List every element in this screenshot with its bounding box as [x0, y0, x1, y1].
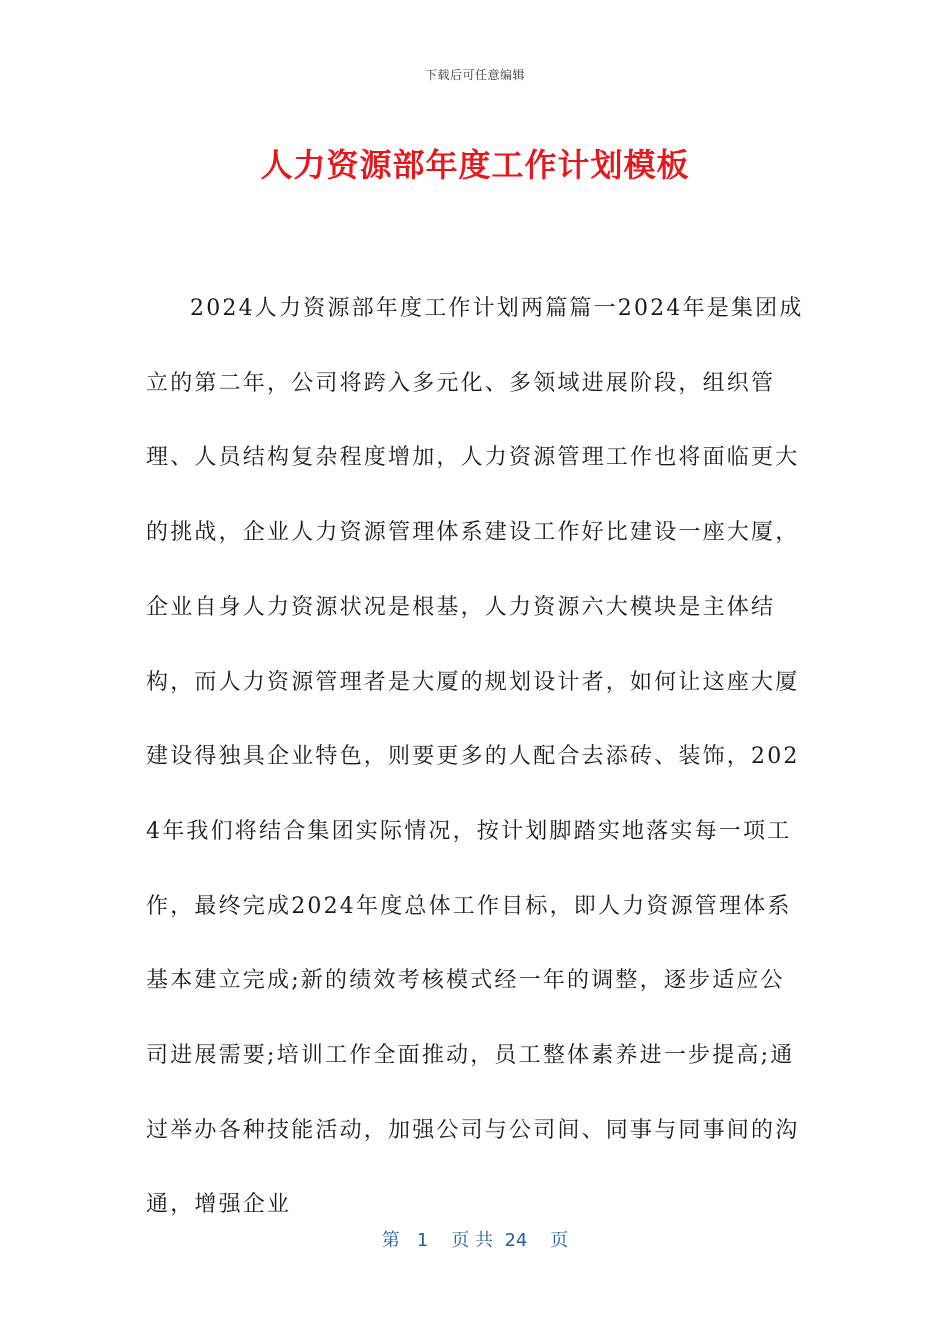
page-footer [0, 1226, 950, 1252]
document-title: 人力资源部年度工作计划模板 [260, 146, 690, 184]
total-pages-number: 24 [504, 1230, 528, 1251]
body-paragraph: 2024人力资源部年度工作计划两篇篇一2024年是集团成立的第二年，公司将跨入多元化、多领域进展阶段，组织管理、人员结构复杂程度增加，人力资源管理工作也将面临更大的挑战，企业人力资源管理体系建设工作好比建设一座大厦，企业自身人力资源状况是根基，人力资源六大模块是主体结构，而人力资源管理者是大厦的规划设计者，如何让这座大厦建设得独具企业特色，则要更多的人配合去添砖、装饰，2024年我们将结合集团实际情况，按计划脚踏实地落实每一项工作，最终完成2024年度总体工作目标，即人力资源管理体系基本建立完成;新的绩效考核模式经一年的调整，逐步适应公司进展需要;培训工作全面推动，员工整体素养进一步提高;通过举办各种技能活动，加强公司与公司间、同事与同事间的沟通，增强企业 [146, 296, 804, 1218]
header-note: 下载后可任意编辑 [424, 68, 525, 82]
footer-middle: 页 共 [451, 1230, 493, 1251]
footer-prefix: 第 [381, 1230, 400, 1251]
footer-suffix: 页 [550, 1230, 569, 1251]
current-page-number: 1 [416, 1230, 429, 1251]
